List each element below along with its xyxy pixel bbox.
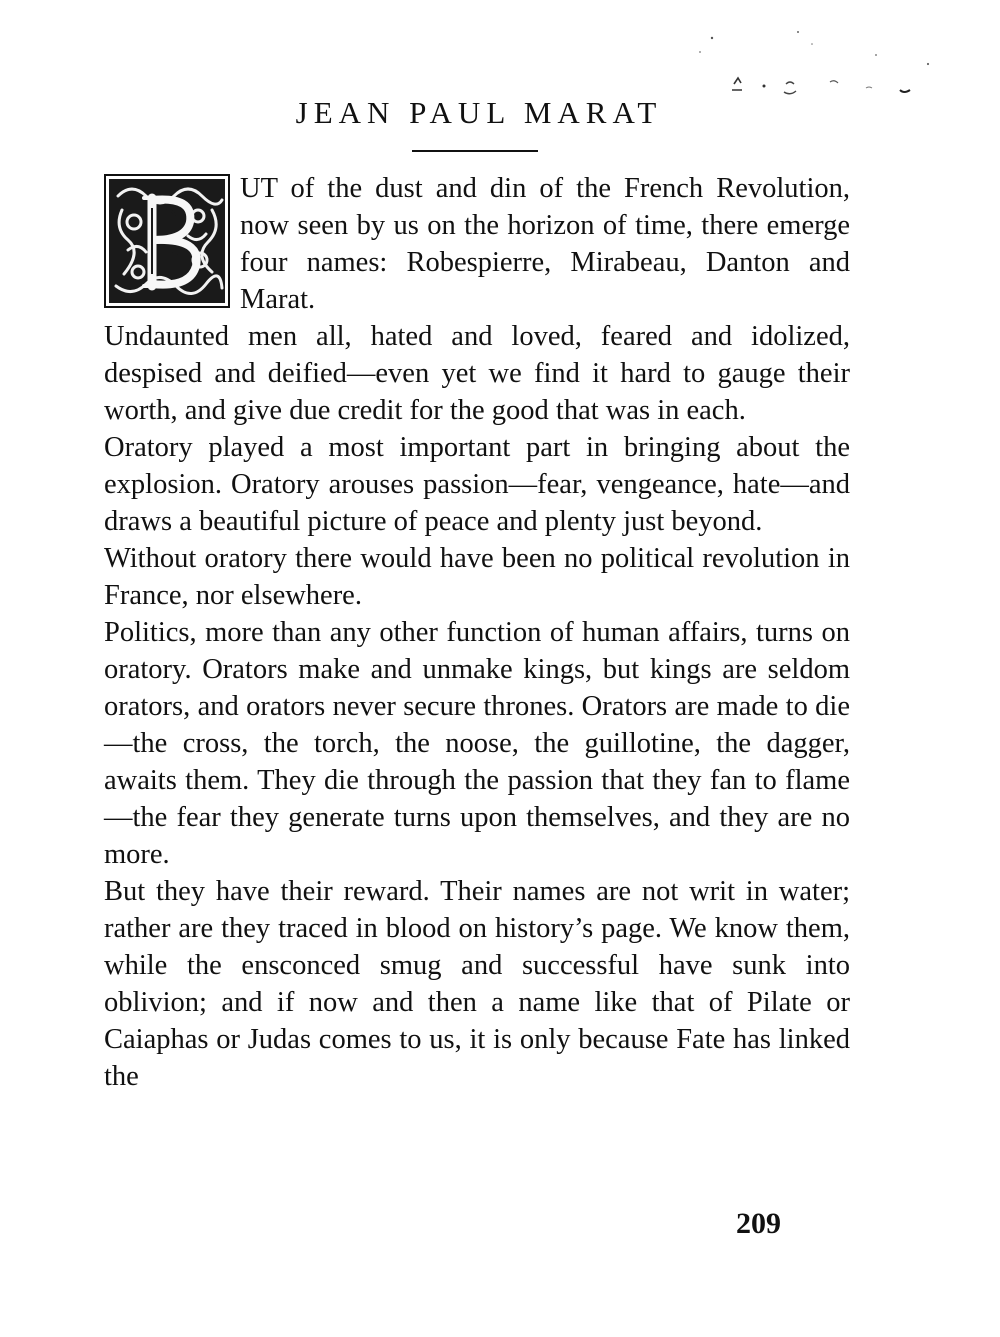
paragraph-3: Oratory played a most important part in bringing about the explosion. Oratory arouses passion—fear, vengeance, hate—and draws a beautiful picture of peace and plenty just beyond. — [104, 432, 850, 537]
ornamental-initial-b-icon — [104, 174, 230, 308]
drop-cap — [104, 174, 230, 308]
running-head: JEAN PAUL MARAT — [295, 95, 663, 130]
paragraph-1-lead: UT — [240, 173, 278, 204]
paragraph-6: But they have their reward. Their names are not writ in water; rather are they traced in blood on history’s page. We know them, while the ensconced smug and successful have sunk into oblivion; and if now and then a name like that of Pilate or Caiaphas or Judas comes to us, it is only because Fate has linked the — [104, 876, 850, 1092]
head-rule — [412, 150, 538, 152]
paragraph-5: Politics, more than any other function of human affairs, turns on oratory. Orators make and unmake kings, but kings are seldom orators, and orators never secure thrones. Orators are made to die—the cross, the torch, the noose, the guillotine, the dagger, awaits them. They die through the passion that they fan to flame—the fear they generate turns upon themselves, and they are no more. — [104, 617, 850, 870]
paragraph-2: Undaunted men all, hated and loved, feared and idolized, despised and deified—even yet we find it hard to gauge their worth, and give due credit for the good that was in each. — [104, 321, 850, 426]
paragraph-1-text: of the dust and din of the French Revolution, now seen by us on the horizon of time, there emerge four names: Robespierre, Mirabeau, Danton and Marat. — [240, 173, 850, 315]
page-number: 209 — [736, 1207, 781, 1240]
body-text — [104, 170, 850, 1095]
paragraph-4: Without oratory there would have been no political revolution in France, nor elsewhere. — [104, 543, 850, 611]
